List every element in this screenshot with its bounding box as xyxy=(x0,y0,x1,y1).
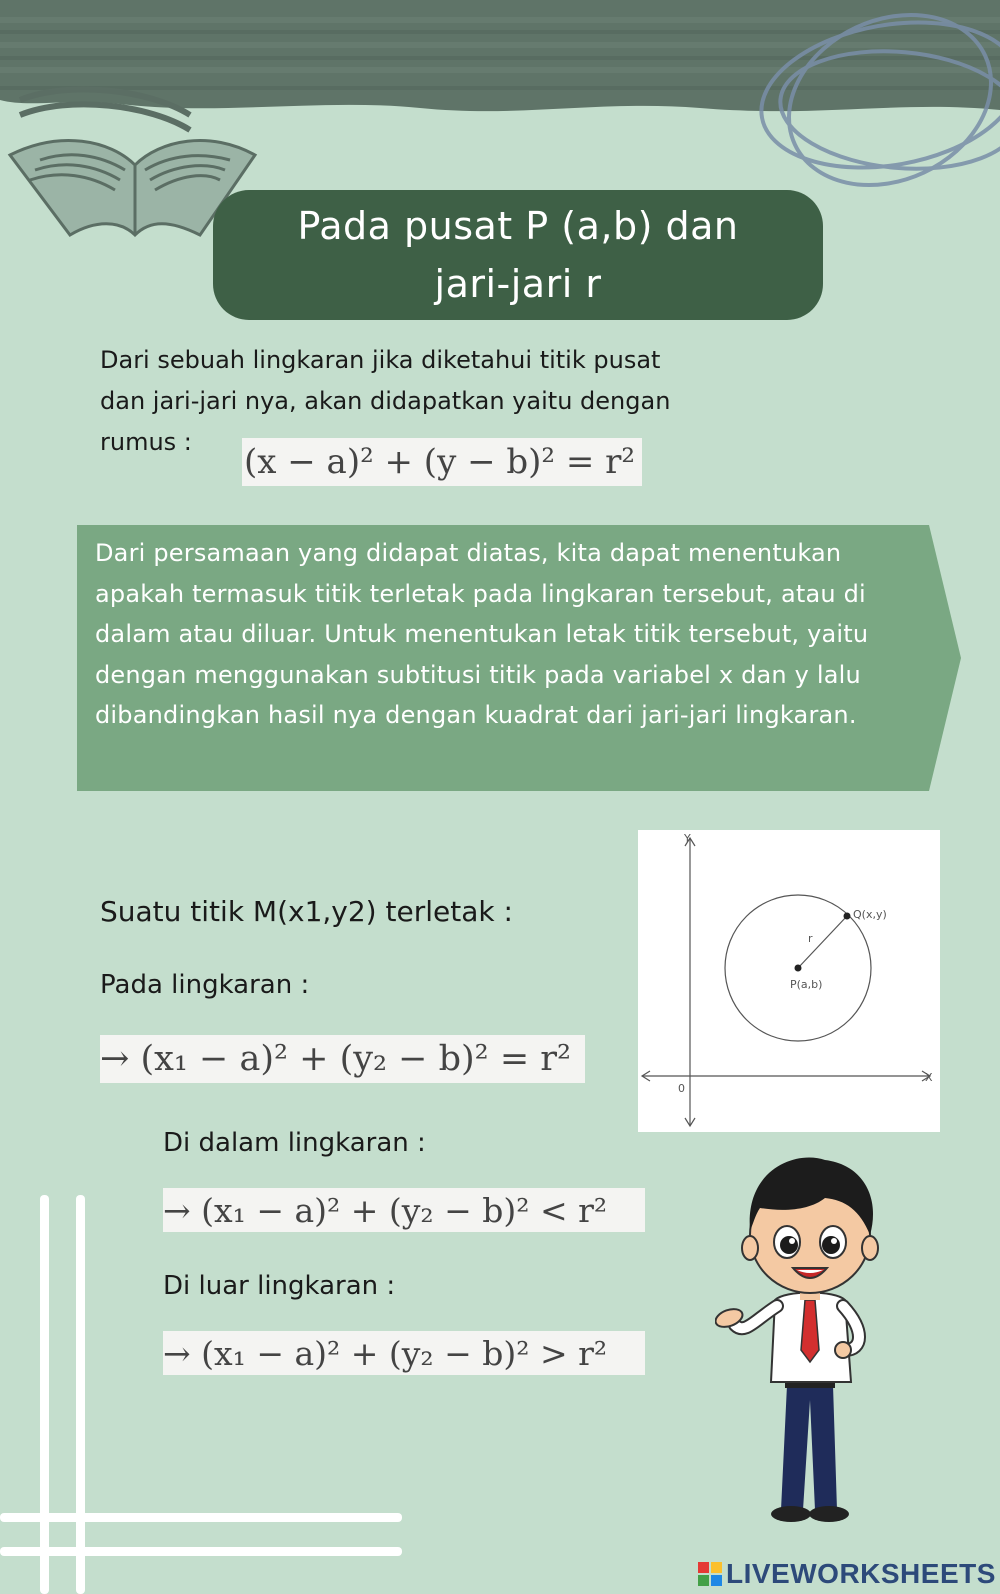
inside-circle-label: Di dalam lingkaran : xyxy=(163,1128,426,1158)
outside-circle-label: Di luar lingkaran : xyxy=(163,1271,396,1301)
radius-line xyxy=(798,916,847,968)
scribble-circles-decoration xyxy=(740,0,1000,210)
intro-line-2: dan jari-jari nya, akan didapatkan yaitu dengan xyxy=(100,387,671,415)
brand-name: LIVEWORKSHEETS xyxy=(726,1558,996,1589)
x-axis-label: X xyxy=(925,1071,933,1084)
liveworksheets-logo xyxy=(698,1556,996,1592)
explanation-text: Dari persamaan yang didapat diatas, kita dapat menentukan apakah termasuk titik terletak pada lingkaran tersebut, atau di dalam atau diluar. Untuk menentukan letak titik tersebut, yaitu dengan menggunakan subtitusi titik pada variabel x dan y lalu dibandingkan hasil nya dengan kuadrat dari jari-jari lingkaran. xyxy=(95,539,869,729)
student-character-illustration xyxy=(715,1150,905,1535)
title-line-2: jari-jari r xyxy=(434,262,602,306)
on-circle-label: Pada lingkaran : xyxy=(100,970,310,1000)
intro-line-1: Dari sebuah lingkaran jika diketahui titik pusat xyxy=(100,346,661,374)
outside-circle-formula: → (x₁ − a)² + (y₂ − b)² > r² xyxy=(163,1331,645,1375)
circle-graph xyxy=(638,830,940,1132)
radius-label: r xyxy=(808,932,813,945)
decorative-grid-lines xyxy=(0,1195,410,1594)
circle-equation-formula: (x − a)² + (y − b)² = r² xyxy=(242,438,642,486)
title-line-1: Pada pusat P (a,b) dan xyxy=(297,204,739,248)
page-title xyxy=(213,190,823,320)
circle-point xyxy=(844,913,851,920)
liveworksheets-logo-icon xyxy=(698,1562,722,1586)
intro-line-3: rumus : xyxy=(100,428,192,456)
center-label: P(a,b) xyxy=(790,978,823,991)
inside-circle-formula: → (x₁ − a)² + (y₂ − b)² < r² xyxy=(163,1188,645,1232)
origin-label: 0 xyxy=(678,1082,685,1095)
center-point xyxy=(795,965,802,972)
y-axis-label: Y xyxy=(684,832,691,845)
on-circle-formula: → (x₁ − a)² + (y₂ − b)² = r² xyxy=(100,1035,585,1083)
point-title: Suatu titik M(x1,y2) terletak : xyxy=(100,895,513,928)
point-label: Q(x,y) xyxy=(853,908,887,921)
